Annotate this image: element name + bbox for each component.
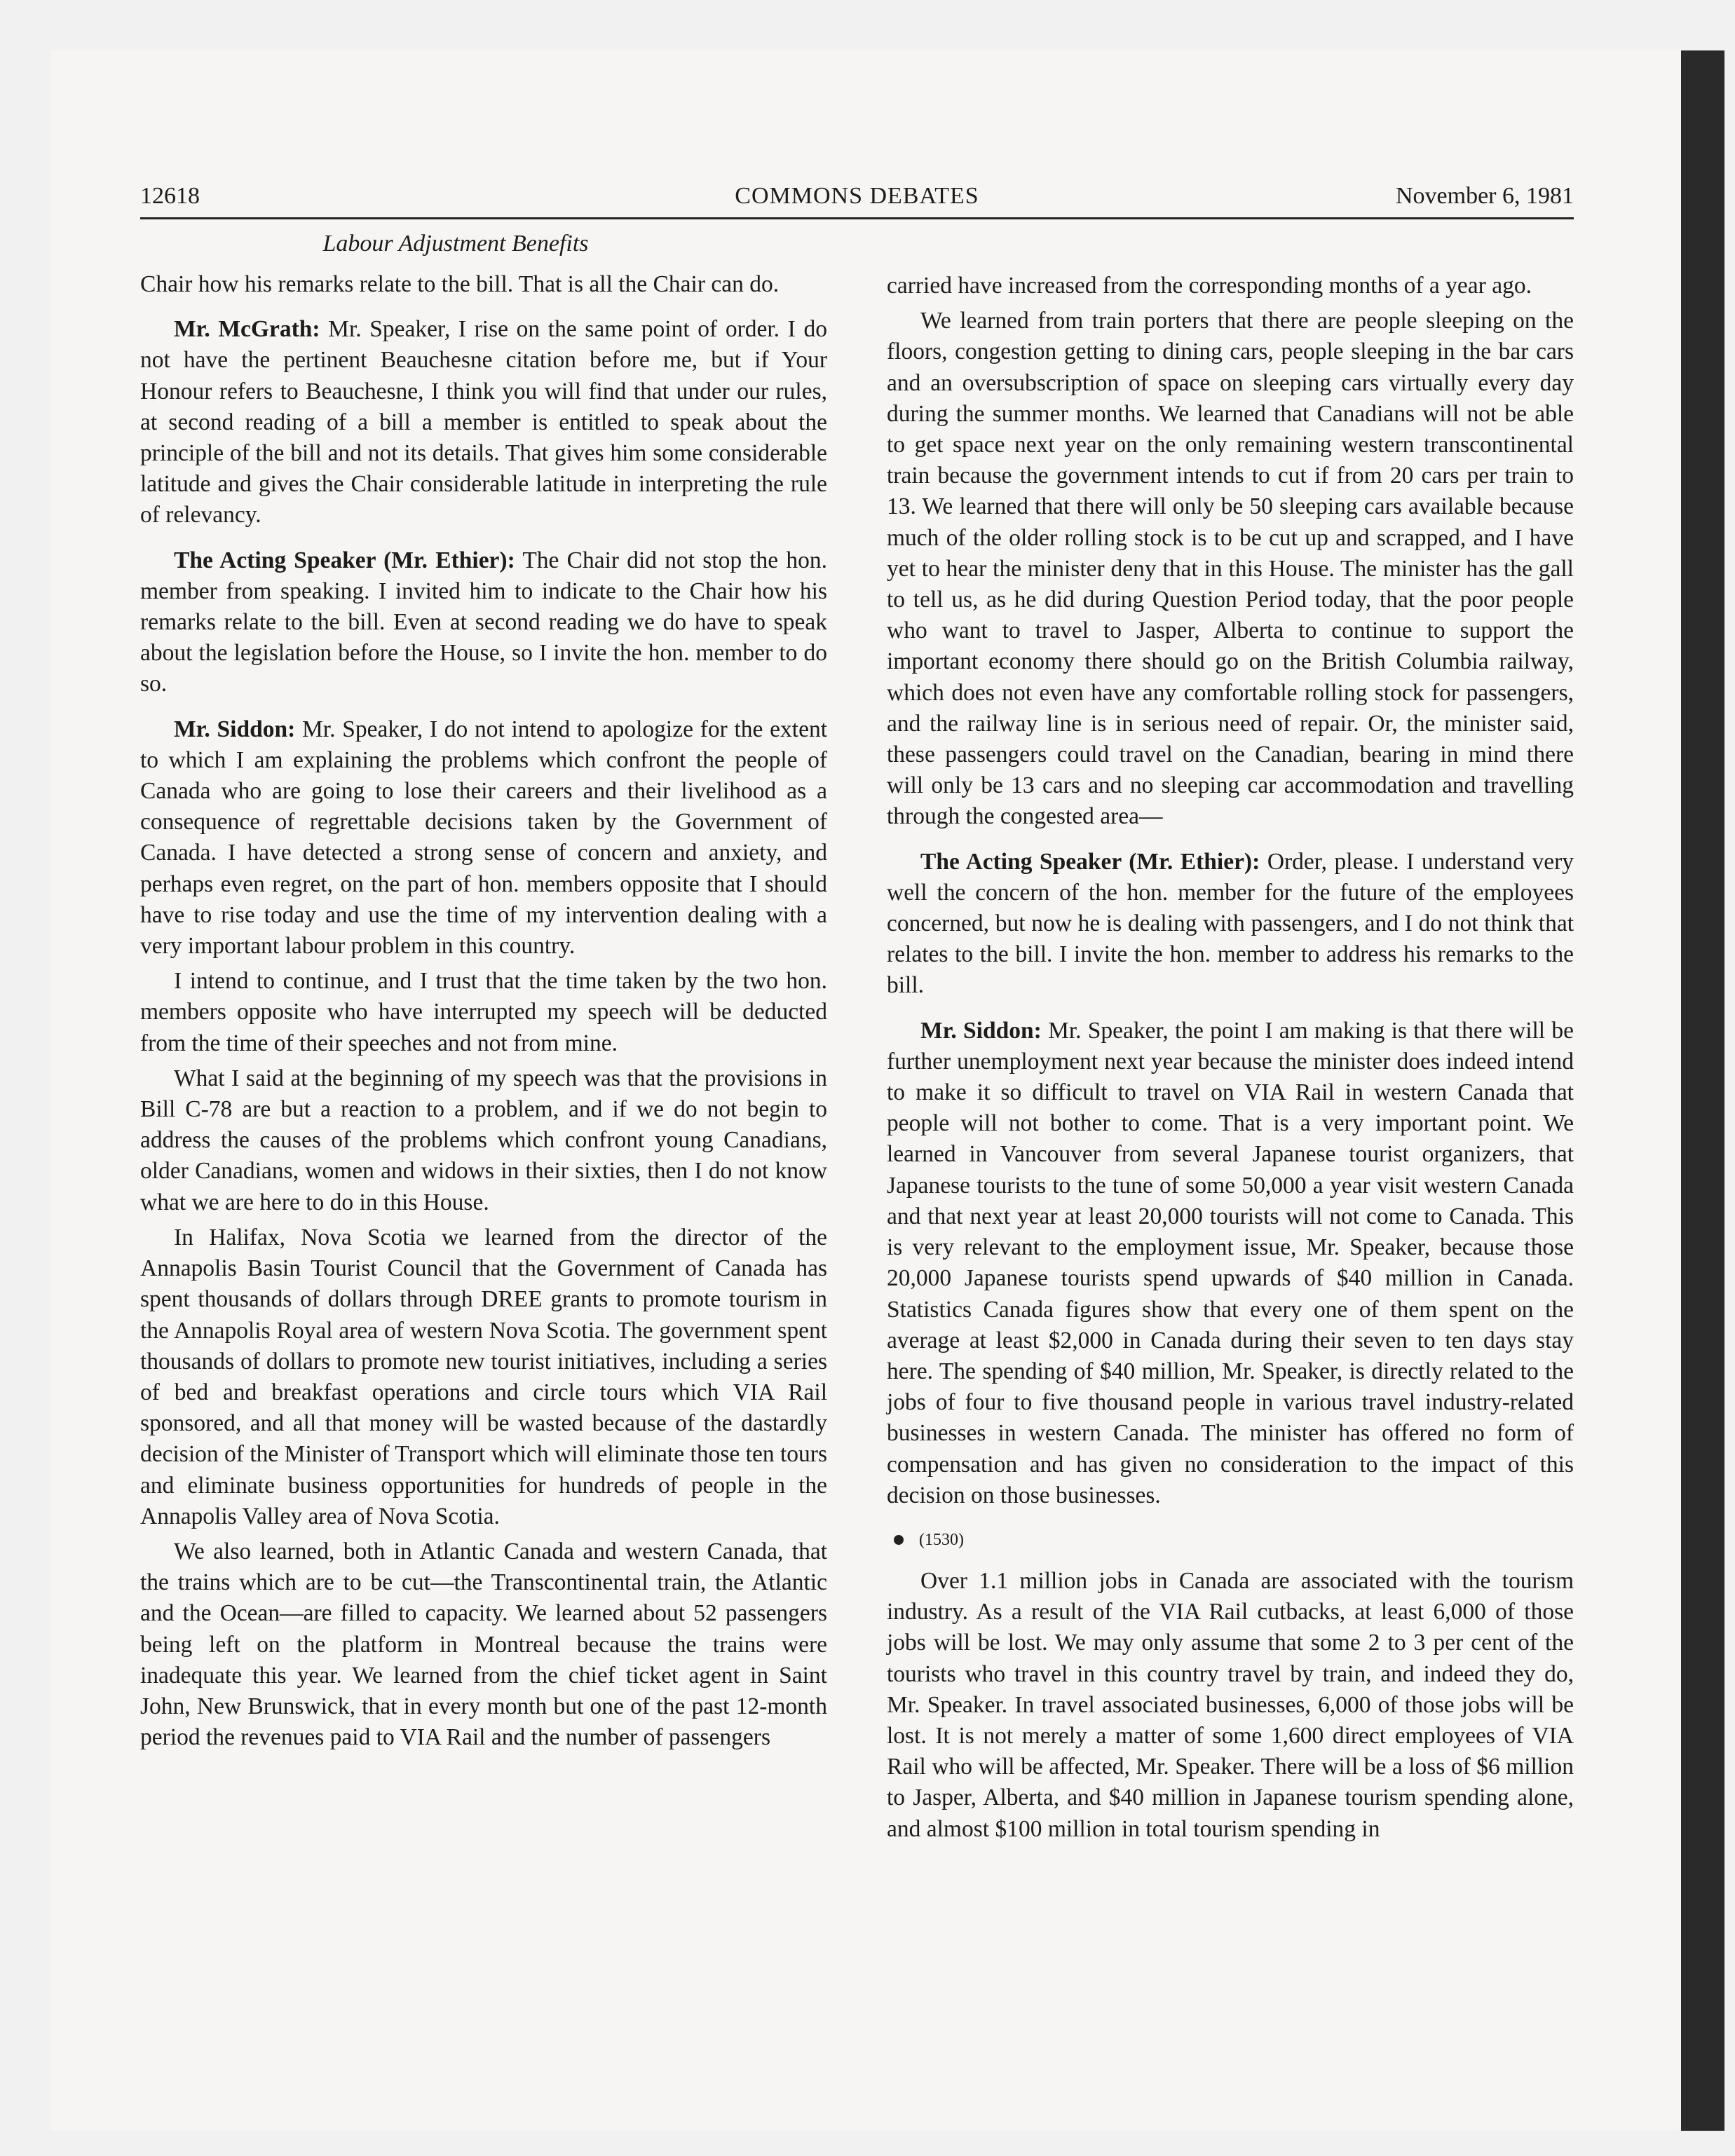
- paragraph: We learned from train porters that there are people sleeping on the floors, congestion getting to dining cars, people sleeping in the bar cars and an oversubscription of space on sleeping cars virtually every day during the summer months. We learned that Canadians will not be able to get space next year on the only remaining western transcontinental train because the government intends to cut if from 20 cars per train to 13. We learned that there will only be 50 sleeping cars available because much of the older rolling stock is to be cut up and scrapped, and I have yet to hear the minister deny that in this House. The minister has the gall to tell us, as he did during Question Period today, that the poor people who want to travel to Jasper, Alberta to continue to support the important economy there should go on the British Columbia railway, which does not even have any comfortable rolling stock for passengers, and the railway line is in serious need of repair. Or, the minister said, these passengers could travel on the Canadian, bearing in mind there will only be 13 cars and no sleeping car accommodation and travelling through the congested area—: [887, 308, 1574, 830]
- paragraph: Chair how his remarks relate to the bill. That is all the Chair can do.: [140, 271, 780, 297]
- speech-text: Mr. Speaker, I rise on the same point of order. I do not have the pertinent Beauchesne citation before me, but if Your Honour refers to Beauchesne, I think you will find that under our rules, at second reading of a bill a member is entitled to speak about the principle of the bill and not its details. That gives him some considerable latitude and gives the Chair considerable latitude in interpreting the rule of relevancy.: [140, 316, 827, 528]
- paragraph: [140, 545, 827, 700]
- issue-date: November 6, 1981: [1395, 183, 1574, 209]
- speech-text: Order, please. I understand very well the concern of the hon. member for the future of the employees concerned, but now he is dealing with passengers, and I do not think that relates to the bill. I invite the hon. member to address his remarks to the bill.: [887, 848, 1574, 999]
- subject-heading: Labour Adjustment Benefits: [322, 231, 589, 257]
- speaker-name: Mr. McGrath:: [174, 316, 320, 343]
- speaker-name: The Acting Speaker (Mr. Ethier):: [920, 848, 1260, 875]
- page-number: 12618: [140, 183, 200, 209]
- paragraph: Over 1.1 million jobs in Canada are associated with the tourism industry. As a result of the VIA Rail cutbacks, at least 6,000 of those jobs will be lost. We may only assume that some 2 to 3 per cent of the tourists who travel in this country travel by train, and indeed they do, Mr. Speaker. In travel associated businesses, 6,000 of those jobs will be lost. It is not merely a matter of some 1,600 direct employees of VIA Rail who will be affected, Mr. Speaker. There will be a loss of $6 million to Jasper, Alberta, and $40 million in Japanese tourism spending alone, and almost $100 million in total tourism spending in: [887, 1567, 1574, 1842]
- speech-text: Mr. Speaker, the point I am making is that there will be further unemployment next year because the minister does indeed intend to make it so difficult to travel on VIA Rail in western Canada that people will not bother to come. That is a very important point. We learned in Vancouver from several Japanese tourist organizers, that Japanese tourists to the tune of some 50,000 a year visit western Canada and that next year at least 20,000 tourists will not come to Canada. This is very relevant to the employment issue, Mr. Speaker, because those 20,000 Japanese tourists spend upwards of $40 million in Canada. Statistics Canada figures show that every one of them spent on the average at least $2,000 in Canada during their seven to ten days stay here. The spending of $40 million, Mr. Speaker, is directly related to the jobs of four to five thousand people in various travel industry-related businesses in western Canada. The minister has offered no form of compensation and has given no consideration to the impact of this decision on those businesses.: [887, 1017, 1574, 1508]
- scan-edge-shadow: [1681, 50, 1724, 2131]
- hansard-page: [140, 178, 1574, 2070]
- left-column: [140, 228, 827, 1753]
- speech-text: The Chair did not stop the hon. member from speaking. I invited him to indicate to the Chair how his remarks relate to the bill. Even at second reading we do have to speak about the legislation before the House, so I invite the hon. member to do so.: [140, 547, 827, 697]
- paragraph: What I said at the beginning of my speech was that the provisions in Bill C-78 are but a reaction to a problem, and if we do not begin to address the causes of the problems which confront young Canadians, older Canadians, women and widows in their sixties, then I do not know what we are here to do in this House.: [140, 1065, 827, 1215]
- paragraph: [887, 847, 1574, 1002]
- paragraph: [140, 314, 827, 531]
- paragraph: [140, 714, 827, 962]
- paragraph: In Halifax, Nova Scotia we learned from the director of the Annapolis Basin Tourist Council that the Government of Canada has spent thousands of dollars through DREE grants to promote tourism in the Annapolis Royal area of western Nova Scotia. The government spent thousands of dollars to promote new tourist initiatives, including a series of bed and breakfast operations and circle tours which VIA Rail sponsored, and all that money will be wasted because of the dastardly decision of the Minister of Transport which will eliminate those ten tours and eliminate business opportunities for hundreds of people in the Annapolis Valley area of Nova Scotia.: [140, 1224, 827, 1529]
- right-column: [887, 271, 1574, 1845]
- speech-text: Mr. Speaker, I do not intend to apologize for the extent to which I am explaining the problems which confront the people of Canada who are going to lose their careers and their livelihood as a consequence of regrettable decisions taken by the Government of Canada. I have detected a strong sense of concern and anxiety, and perhaps even regret, on the part of hon. members opposite that I should have to rise today and use the time of my intervention dealing with a very important labour problem in this country.: [140, 716, 827, 960]
- running-header: [140, 178, 1574, 214]
- timestamp-text: (1530): [919, 1530, 964, 1549]
- paragraph: We also learned, both in Atlantic Canada and western Canada, that the trains which are to be cut—the Transcontinental train, the Atlantic and the Ocean—are filled to capacity. We learned about 52 passengers being left on the platform in Montreal because the trains were inadequate this year. We learned from the chief ticket agent in Saint John, New Brunswick, that in every month but one of the past 12-month period the revenues paid to VIA Rail and the number of passengers: [140, 1538, 827, 1751]
- speaker-name: Mr. Siddon:: [920, 1017, 1042, 1044]
- paragraph: [887, 1016, 1574, 1511]
- paragraph: carried have increased from the corresponding months of a year ago.: [887, 273, 1532, 299]
- bullet-icon: [894, 1535, 904, 1545]
- speaker-name: The Acting Speaker (Mr. Ethier):: [174, 547, 515, 573]
- paragraph: I intend to continue, and I trust that the time taken by the two hon. members opposite who have interrupted my speech will be deducted from the time of their speeches and not from mine.: [140, 968, 827, 1056]
- speaker-name: Mr. Siddon:: [174, 716, 296, 742]
- header-rule: [140, 217, 1574, 219]
- time-marker: [887, 1529, 1574, 1550]
- journal-title: COMMONS DEBATES: [735, 183, 979, 209]
